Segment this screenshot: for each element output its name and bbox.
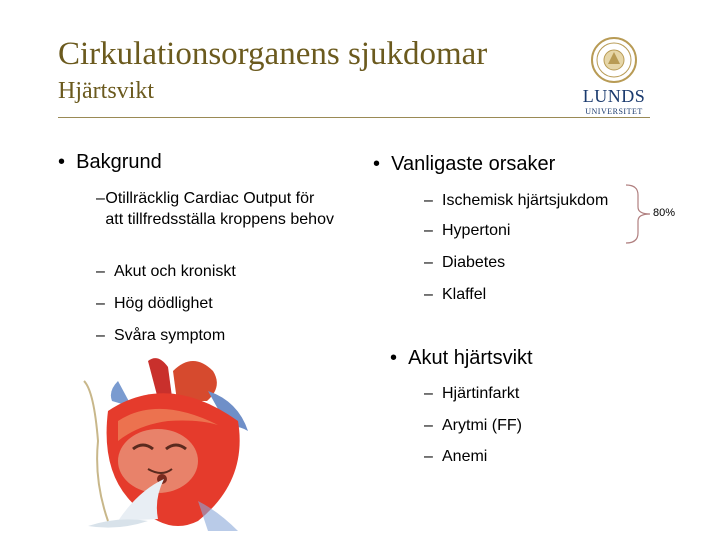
- left-item: – Otillräcklig Cardiac Output för att tillfredsställa kroppens behov: [96, 190, 334, 228]
- university-logo: [580, 36, 648, 120]
- header-rule: [58, 117, 650, 118]
- left-item: – Akut och kroniskt: [96, 263, 236, 280]
- bullet: •: [390, 347, 409, 369]
- dash: –: [424, 385, 433, 402]
- bullet: •: [373, 153, 392, 175]
- left-item: – Svåra symptom: [96, 327, 226, 344]
- heart-illustration-icon: [78, 351, 263, 534]
- logo-wordmark: LUNDS: [582, 86, 646, 106]
- right-item: – Hjärtinfarkt: [424, 385, 520, 402]
- dash: –: [424, 254, 433, 271]
- right-item: – Anemi: [424, 448, 488, 465]
- dash: –: [96, 263, 105, 280]
- right-item: – Klaffel: [424, 286, 487, 303]
- dash: –: [424, 448, 433, 465]
- dash: –: [96, 190, 105, 207]
- seal-icon: [590, 36, 638, 84]
- dash: –: [424, 417, 433, 434]
- right-item: – Arytmi (FF): [424, 417, 522, 434]
- brace-label: 80%: [653, 207, 676, 219]
- bullet: •: [58, 151, 77, 173]
- dash: –: [424, 286, 433, 303]
- logo-subtext: UNIVERSITET: [585, 107, 643, 116]
- right-heading: • Vanligaste orsaker: [373, 153, 556, 175]
- right-item: – Diabetes: [424, 254, 506, 271]
- dash: –: [96, 327, 105, 344]
- right-item: – Hypertoni: [424, 222, 511, 239]
- dash: –: [424, 222, 433, 239]
- dash: –: [424, 192, 433, 209]
- left-item: – Hög dödlighet: [96, 295, 213, 312]
- dash: –: [96, 295, 105, 312]
- left-heading: • Bakgrund: [58, 151, 162, 173]
- slide-subtitle: Hjärtsvikt: [58, 78, 154, 104]
- right-heading: • Akut hjärtsvikt: [390, 347, 533, 369]
- heart-illustration: [78, 351, 263, 534]
- brace-icon: [624, 183, 654, 245]
- right-item: – Ischemisk hjärtsjukdom: [424, 192, 609, 209]
- slide-title: Cirkulationsorganens sjukdomar: [58, 36, 488, 72]
